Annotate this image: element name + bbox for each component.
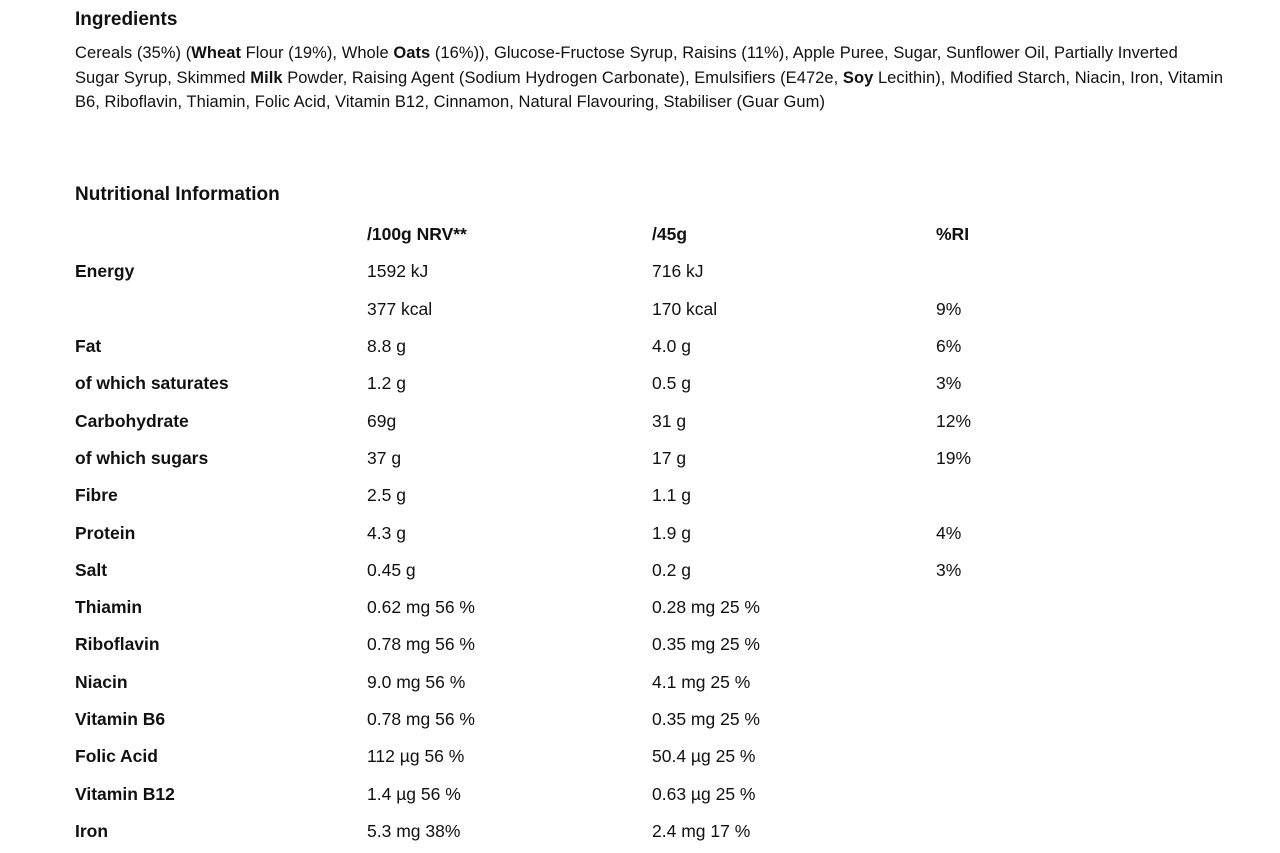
value-per-45g: 4.0 g xyxy=(652,336,691,357)
nutrition-row xyxy=(75,328,1136,365)
nutrient-name: Iron xyxy=(75,820,109,841)
value-ri: 3% xyxy=(936,373,962,394)
value-per-100g: 0.78 mg 56 % xyxy=(367,634,475,655)
value-per-45g: 1.1 g xyxy=(652,485,691,506)
nutrition-row xyxy=(75,291,1136,328)
value-per-100g: 1592 kJ xyxy=(367,261,429,282)
value-per-100g: 0.62 mg 56 % xyxy=(367,597,475,618)
nutrient-name: Salt xyxy=(75,559,108,580)
value-per-100g: 69g xyxy=(367,410,397,431)
value-per-45g: 0.5 g xyxy=(652,373,691,394)
nutrition-row xyxy=(75,589,1136,626)
value-per-45g: 17 g xyxy=(652,447,687,468)
nutrient-name: of which saturates xyxy=(75,373,229,394)
nutrition-row xyxy=(75,775,1136,812)
nutrition-row xyxy=(75,738,1136,775)
nutrient-name: of which sugars xyxy=(75,447,209,468)
value-ri xyxy=(936,664,1136,701)
nutrition-header-row xyxy=(75,216,1136,253)
value-ri: 3% xyxy=(936,559,962,580)
value-ri: 4% xyxy=(936,522,962,543)
nutrient-name xyxy=(75,291,367,328)
value-per-100g: 0.78 mg 56 % xyxy=(367,709,475,729)
nutrition-row xyxy=(75,440,1136,477)
value-ri: 9% xyxy=(936,298,962,319)
ingredient-text: Lecithin), Modified Starch, Niacin, Iron, Vitamin B6, Riboflavin, Thiamin, Folic Acid, Vitamin B12, Cinnamon, Natural Flavouring, Stabiliser (Guar Gum) xyxy=(75,68,1224,111)
ingredients-heading: Ingredients xyxy=(75,9,178,30)
nutrition-row xyxy=(75,701,1136,738)
nutrition-heading: Nutritional Information xyxy=(75,184,280,205)
value-per-100g: 1.2 g xyxy=(367,373,406,394)
nutrition-row xyxy=(75,813,1136,850)
nutrient-name: Fibre xyxy=(75,485,118,506)
column-header-ri: %RI xyxy=(936,224,970,245)
value-per-45g: 2.4 mg 17 % xyxy=(652,820,751,841)
nutrition-row xyxy=(75,477,1136,514)
value-ri xyxy=(936,253,1136,290)
value-ri: 19% xyxy=(936,447,972,468)
value-per-45g: 716 kJ xyxy=(652,261,704,282)
value-ri: 6% xyxy=(936,336,962,357)
nutrient-name: Riboflavin xyxy=(75,634,160,655)
nutrition-table-body xyxy=(75,253,1136,850)
allergen-text: Oats xyxy=(393,44,431,62)
value-per-100g: 4.3 g xyxy=(367,522,406,543)
value-per-100g: 8.8 g xyxy=(367,336,406,357)
nutrition-row xyxy=(75,514,1136,551)
nutrient-name: Thiamin xyxy=(75,597,143,618)
value-per-100g: 1.4 µg 56 % xyxy=(367,783,461,804)
ingredient-text: Flour (19%), Whole xyxy=(241,44,394,62)
allergen-text: Wheat xyxy=(191,44,242,62)
value-per-45g: 1.9 g xyxy=(652,522,691,543)
value-per-45g: 0.35 mg 25 % xyxy=(652,634,760,655)
value-per-45g: 0.35 mg 25 % xyxy=(652,709,760,729)
column-header-per-45g: /45g xyxy=(652,224,688,245)
value-per-100g: 377 kcal xyxy=(367,298,433,319)
value-per-100g: 0.45 g xyxy=(367,559,416,580)
ingredient-text: (16%)), Glucose-Fructose Syrup, Raisins (11%), Apple Puree, Sugar, Sunflower Oil, Partially Inverted Sugar Syrup, Skimmed xyxy=(75,44,1178,87)
nutrient-name: Vitamin B6 xyxy=(75,709,166,729)
ingredient-text: Powder, Raising Agent (Sodium Hydrogen Carbonate), Emulsifiers (E472e, xyxy=(282,68,843,87)
value-ri xyxy=(936,589,1136,626)
value-ri xyxy=(936,738,1136,775)
nutrient-name: Folic Acid xyxy=(75,746,158,767)
nutrition-row xyxy=(75,664,1136,701)
value-per-45g: 50.4 µg 25 % xyxy=(652,746,756,767)
nutrition-row xyxy=(75,626,1136,663)
nutrient-name: Carbohydrate xyxy=(75,410,189,431)
value-per-45g: 4.1 mg 25 % xyxy=(652,671,751,692)
nutrition-row xyxy=(75,253,1136,290)
value-per-45g: 0.28 mg 25 % xyxy=(652,597,760,618)
nutrient-name: Fat xyxy=(75,336,102,357)
value-per-100g: 9.0 mg 56 % xyxy=(367,671,466,692)
ingredients-text xyxy=(75,41,1225,115)
allergen-text: Soy xyxy=(842,68,874,87)
value-per-100g: 2.5 g xyxy=(367,485,406,506)
value-ri xyxy=(936,775,1136,812)
value-per-100g: 5.3 mg 38% xyxy=(367,820,461,841)
value-ri xyxy=(936,701,1136,738)
ingredient-text: Cereals (35%) ( xyxy=(75,44,192,62)
column-header-per-100g: /100g NRV** xyxy=(367,224,467,245)
allergen-text: Milk xyxy=(250,68,283,87)
value-per-45g: 31 g xyxy=(652,410,687,431)
nutrient-name: Vitamin B12 xyxy=(75,783,175,804)
nutrient-name: Energy xyxy=(75,261,135,282)
value-per-45g: 170 kcal xyxy=(652,298,718,319)
value-per-100g: 112 µg 56 % xyxy=(367,746,465,767)
nutrient-name: Niacin xyxy=(75,671,128,692)
nutrition-table xyxy=(75,216,1136,850)
nutrition-row xyxy=(75,402,1136,439)
value-ri: 12% xyxy=(936,410,972,431)
nutrition-row xyxy=(75,552,1136,589)
value-ri xyxy=(936,477,1136,514)
column-header-nutrient xyxy=(75,216,367,253)
value-per-100g: 37 g xyxy=(367,447,402,468)
nutrition-row xyxy=(75,365,1136,402)
nutrient-name: Protein xyxy=(75,522,136,543)
value-per-45g: 0.63 µg 25 % xyxy=(652,783,756,804)
value-ri xyxy=(936,813,1136,850)
value-per-45g: 0.2 g xyxy=(652,559,691,580)
value-ri xyxy=(936,626,1136,663)
